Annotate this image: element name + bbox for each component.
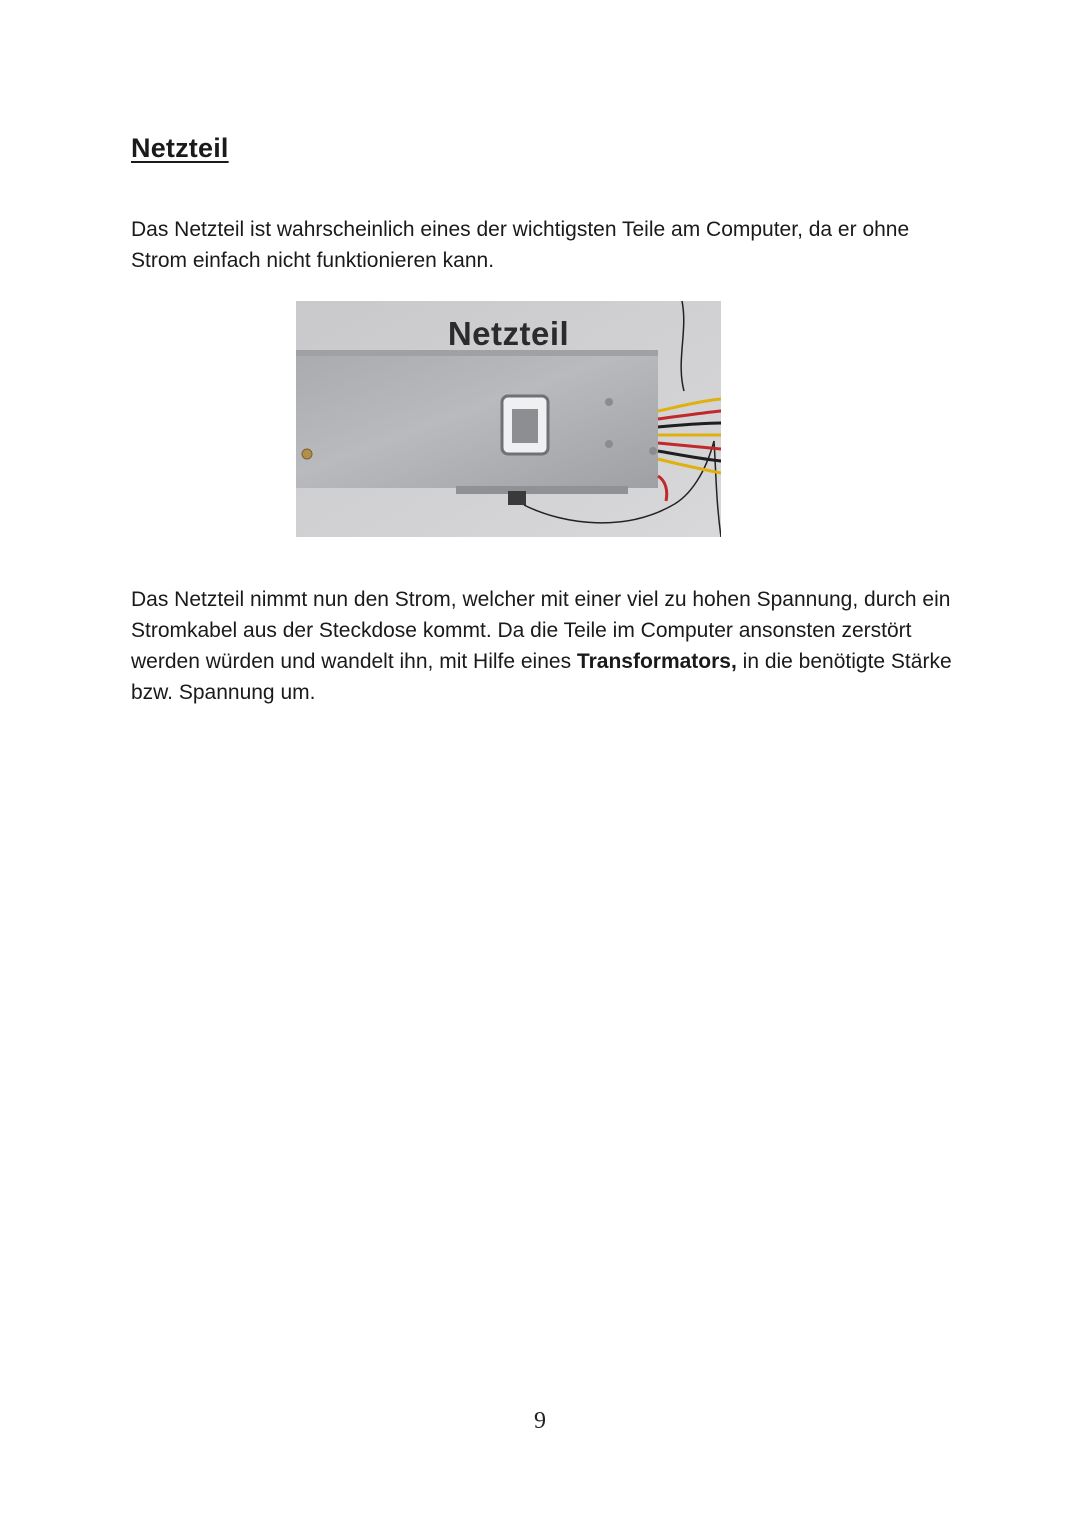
photo-label: Netzteil [447, 315, 570, 352]
section-heading: Netzteil [131, 133, 229, 163]
intro-paragraph: Das Netzteil ist wahrscheinlich eines der wichtigsten Teile am Computer, da er ohne Strom einfach nicht funktionieren kann. [131, 218, 910, 272]
body-text-bold-term: Transformators, [576, 650, 737, 673]
body-text-part-2: in die benötigte Stärke bzw. Spannung um. [131, 650, 952, 704]
body-paragraph [131, 584, 961, 708]
power-supply-photo [296, 301, 721, 537]
page-number: 9 [534, 1408, 546, 1434]
body-text-part-1: Das Netzteil nimmt nun den Strom, welcher mit einer viel zu hohen Spannung, durch ein Stromkabel aus der Steckdose kommt. Da die Teile im Computer ansonsten zerstört werden würden und wandelt ihn, mit Hilfe eines [131, 588, 951, 673]
